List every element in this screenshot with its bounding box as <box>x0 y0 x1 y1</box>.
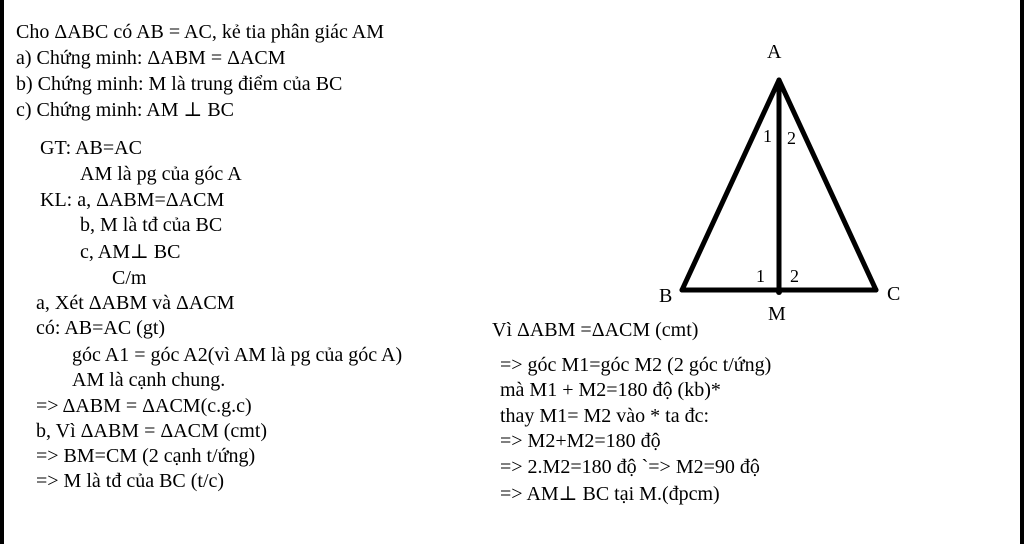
proof-left-line: góc A1 = góc A2(vì AM là pg của góc A) <box>72 344 403 366</box>
proof-right-line: mà M1 + M2=180 độ (kb)* <box>500 379 721 401</box>
angle-label-a2: 2 <box>787 128 796 148</box>
vertex-label-b: B <box>659 285 673 307</box>
vertex-label-a: A <box>767 41 782 63</box>
proof-right-line: => AM⊥ BC tại M.(đpcm) <box>500 483 720 505</box>
angle-label-m2: 2 <box>790 266 799 286</box>
proof-left-line: a, Xét ΔABM và ΔACM <box>36 292 235 314</box>
conclusion-kl1: KL: a, ΔABM=ΔACM <box>40 189 225 211</box>
proof-left-line: => ΔABM = ΔACM(c.g.c) <box>36 395 252 417</box>
left-border <box>0 0 4 544</box>
proof-left-line: => M là tđ của BC (t/c) <box>36 470 225 492</box>
angle-label-m1: 1 <box>756 266 765 286</box>
side-ac <box>779 80 876 290</box>
proof-heading: C/m <box>112 267 147 289</box>
given-gt1: GT: AB=AC <box>40 137 142 159</box>
problem-title: Cho ΔABC có AB = AC, kẻ tia phân giác AM <box>16 21 385 43</box>
triangle-figure <box>640 30 930 330</box>
given-gt2: AM là pg của góc A <box>80 163 242 185</box>
conclusion-kl3: c, AM⊥ BC <box>80 241 181 263</box>
point-m <box>776 289 782 295</box>
problem-part-a: a) Chứng minh: ΔABM = ΔACM <box>16 47 286 69</box>
problem-part-b: b) Chứng minh: M là trung điểm của BC <box>16 73 343 95</box>
proof-left-line: => BM=CM (2 cạnh t/ứng) <box>36 445 256 467</box>
proof-right-line: thay M1= M2 vào * ta đc: <box>500 405 710 427</box>
vertex-label-c: C <box>887 283 901 305</box>
proof-left-line: AM là cạnh chung. <box>72 369 226 391</box>
right-border <box>1020 0 1024 544</box>
proof-left-line: b, Vì ΔABM = ΔACM (cmt) <box>36 420 268 442</box>
proof-right-line: Vì ΔABM =ΔACM (cmt) <box>492 319 699 341</box>
angle-label-a1: 1 <box>763 126 772 146</box>
proof-left-line: có: AB=AC (gt) <box>36 317 166 339</box>
proof-right-line: => góc M1=góc M2 (2 góc t/ứng) <box>500 354 772 376</box>
proof-right-line: => 2.M2=180 độ `=> M2=90 độ <box>500 456 760 478</box>
point-label-m: M <box>768 303 786 325</box>
problem-part-c: c) Chứng minh: AM ⊥ BC <box>16 99 234 121</box>
conclusion-kl2: b, M là tđ của BC <box>80 214 223 236</box>
side-ab <box>682 80 779 290</box>
proof-right-line: => M2+M2=180 độ <box>500 430 661 452</box>
